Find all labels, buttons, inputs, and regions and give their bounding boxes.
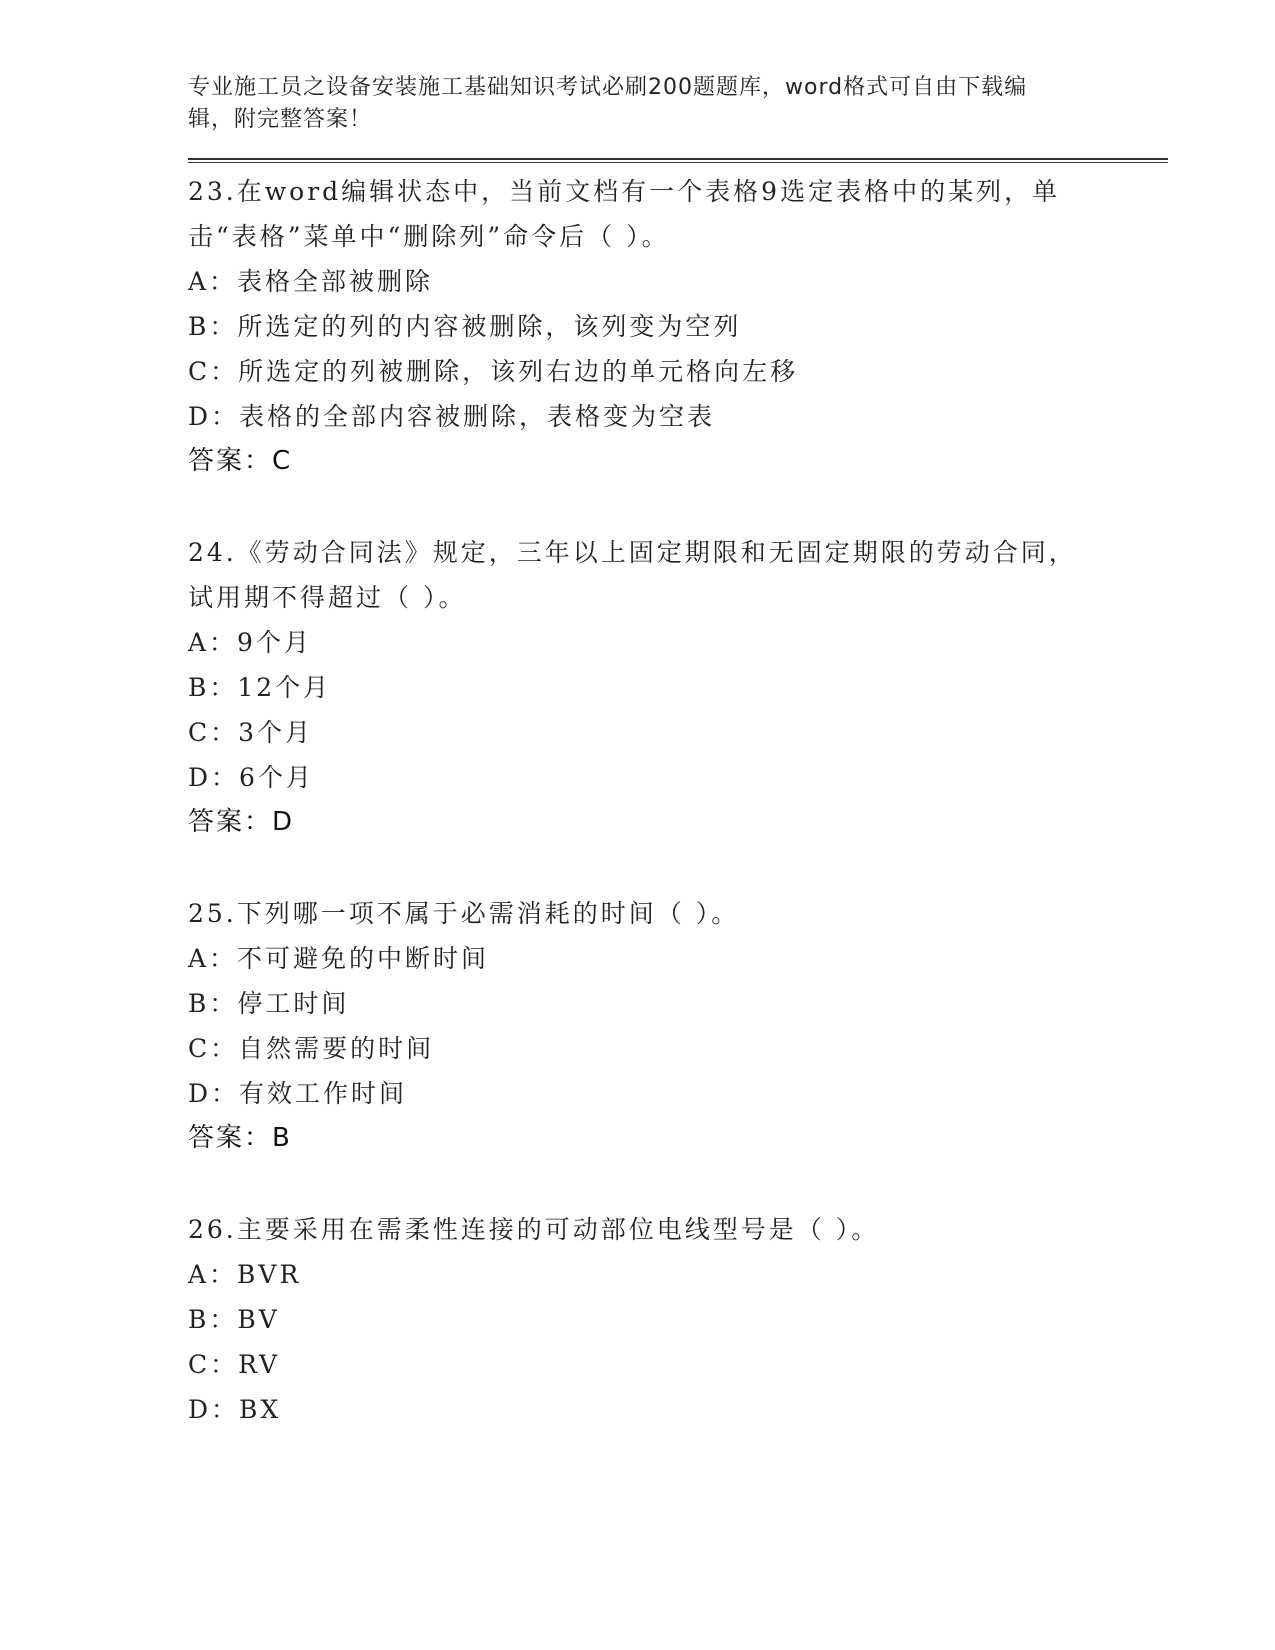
question-23 [188,169,1168,484]
option-c: C：RV [188,1350,281,1379]
option-b: B：停工时间 [188,989,350,1018]
question-25 [188,891,1168,1161]
question-text: 25.下列哪一项不属于必需消耗的时间（ ）。 [188,899,740,928]
option-a: A：9个月 [188,628,312,657]
option-d: D：有效工作时间 [188,1079,408,1108]
answer-label: 答案：D [188,807,295,837]
document-page [188,72,1168,1478]
question-text: 26.主要采用在需柔性连接的可动部位电线型号是（ ）。 [188,1215,880,1244]
option-a: A：不可避免的中断时间 [188,944,490,973]
option-c: C：所选定的列被删除，该列右边的单元格向左移 [188,357,799,386]
question-text: 23.在word编辑状态中，当前文档有一个表格9选定表格中的某列，单击“表格”菜单中“删除列”命令后（ ）。 [188,177,1061,251]
option-a: A：表格全部被删除 [188,267,434,296]
question-text: 24.《劳动合同法》规定，三年以上固定期限和无固定期限的劳动合同，试用期不得超过（ ）。 [188,538,1077,612]
question-24 [188,530,1168,845]
option-a: A：BVR [188,1260,302,1289]
option-d: D：6个月 [188,763,314,792]
document-header: 专业施工员之设备安装施工基础知识考试必刷200题题库，word格式可自由下载编辑，附完整答案！ [188,75,1028,132]
option-d: D：表格的全部内容被删除，表格变为空表 [188,402,716,431]
option-b: B：12个月 [188,673,332,702]
answer-label: 答案：C [188,446,293,476]
option-c: C：自然需要的时间 [188,1034,435,1063]
option-b: B：BV [188,1305,280,1334]
option-d: D：BX [188,1395,282,1424]
answer-label: 答案：B [188,1123,292,1153]
option-b: B：所选定的列的内容被删除，该列变为空列 [188,312,742,341]
question-26 [188,1207,1168,1432]
option-c: C：3个月 [188,718,314,747]
header-divider [188,158,1168,163]
question-list [188,169,1168,1432]
